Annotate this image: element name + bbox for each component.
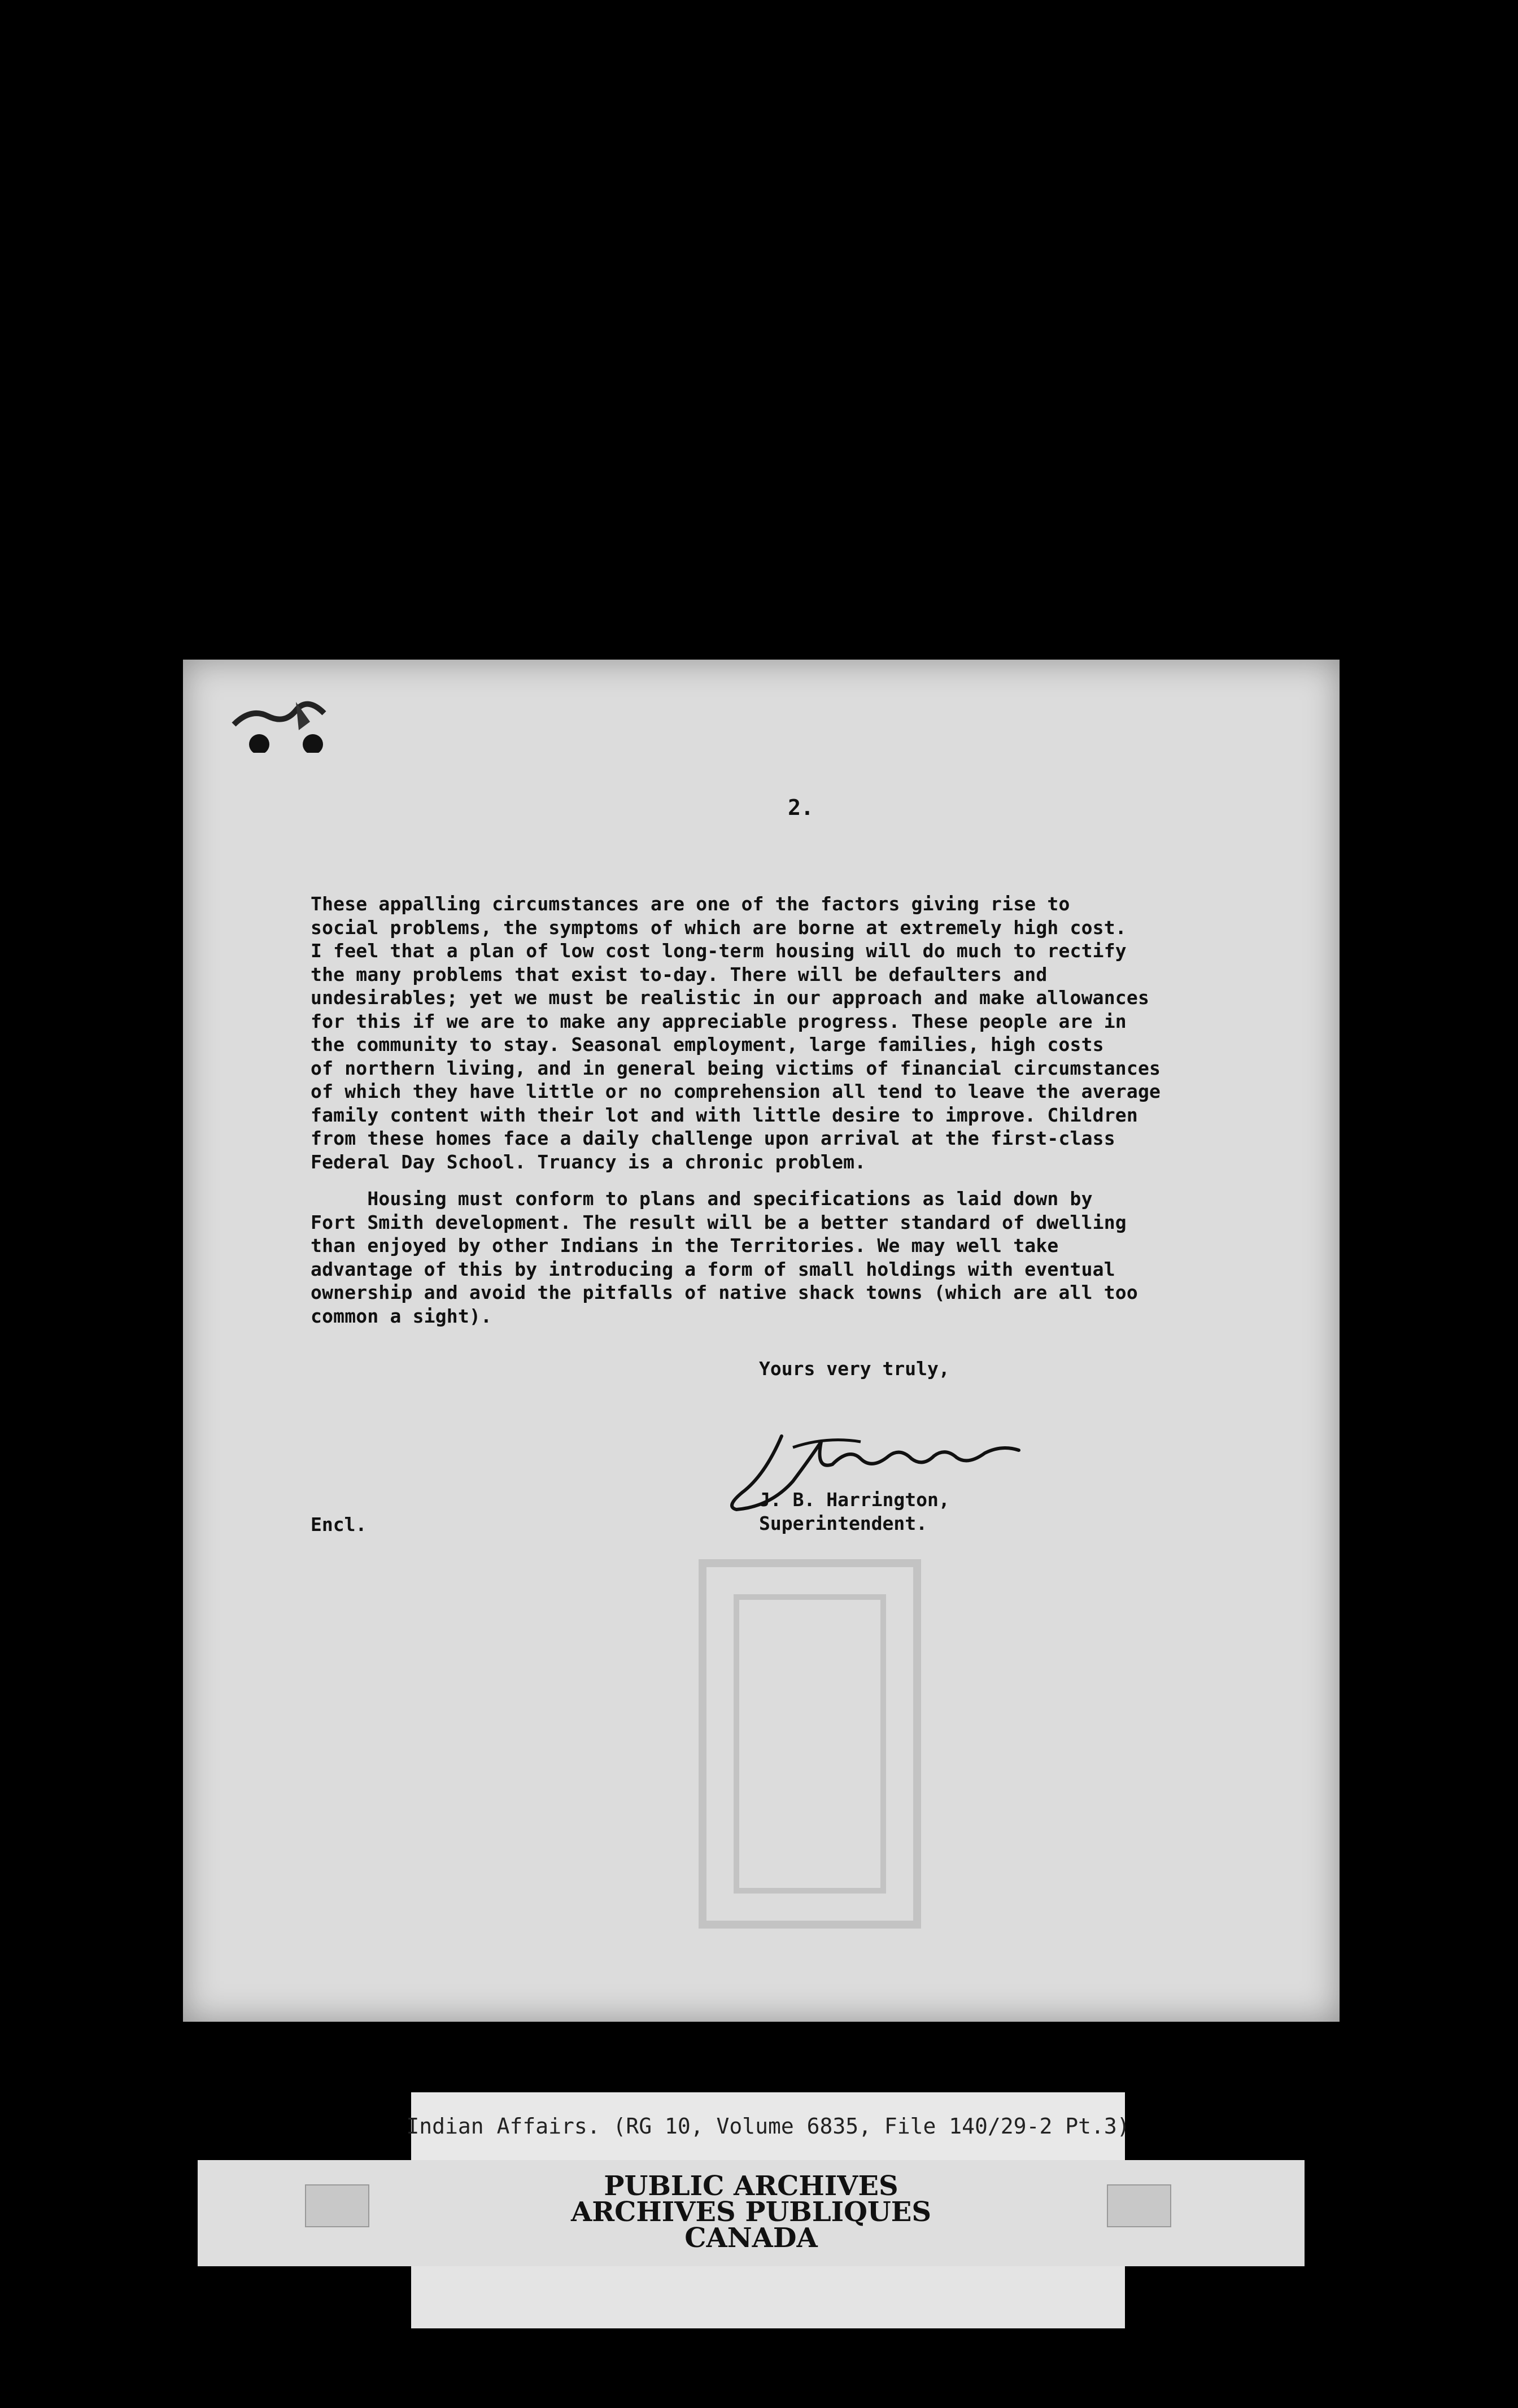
archive-file-reference: Indian Affairs. (RG 10, Volume 6835, File 140/29-2 Pt.3) bbox=[411, 2092, 1125, 2160]
text-line: advantage of this by introducing a form of small holdings with eventual bbox=[311, 1258, 1115, 1280]
archive-label-lower-strip bbox=[411, 2266, 1125, 2328]
text-line: ownership and avoid the pitfalls of native shack towns (which are all too bbox=[311, 1281, 1138, 1303]
signer-title: Superintendent. bbox=[759, 1512, 928, 1534]
text-line: of which they have little or no comprehension all tend to leave the average bbox=[311, 1080, 1161, 1102]
text-line: undesirables; yet we must be realistic in our approach and make allowances bbox=[311, 987, 1150, 1009]
letter-page bbox=[183, 660, 1340, 2022]
label-tab-left bbox=[305, 2184, 369, 2227]
text-line: for this if we are to make any appreciable progress. These people are in bbox=[311, 1010, 1127, 1032]
text-line: than enjoyed by other Indians in the Territories. We may well take bbox=[311, 1234, 1059, 1257]
letter-body bbox=[311, 892, 1237, 1328]
closing-salutation: Yours very truly, bbox=[759, 1358, 950, 1380]
text-line: of northern living, and in general being victims of financial circumstances bbox=[311, 1057, 1161, 1079]
text-line: family content with their lot and with little desire to improve. Children bbox=[311, 1103, 1138, 1126]
archive-label-line-1: PUBLIC ARCHIVES bbox=[604, 2170, 898, 2202]
text-line: common a sight). bbox=[311, 1305, 492, 1327]
enclosure-note: Encl. bbox=[311, 1513, 367, 1535]
faded-archive-stamp bbox=[680, 1541, 940, 1947]
text-line: the community to stay. Seasonal employment, large families, high costs bbox=[311, 1033, 1104, 1055]
text-line: the many problems that exist to-day. There will be defaulters and bbox=[311, 963, 1048, 985]
archive-label-line-2: ARCHIVES PUBLIQUES bbox=[571, 2196, 931, 2228]
page-number: 2. bbox=[788, 795, 814, 820]
archive-label-line-3: CANADA bbox=[684, 2222, 818, 2254]
archive-label bbox=[361, 2164, 1141, 2260]
text-line: from these homes face a daily challenge upon arrival at the first-class bbox=[311, 1127, 1115, 1149]
text-line: These appalling circumstances are one of the factors giving rise to bbox=[311, 893, 1070, 915]
paragraph-2 bbox=[311, 1187, 1237, 1328]
signer-name: J. B. Harrington, bbox=[759, 1489, 950, 1511]
text-line: I feel that a plan of low cost long-term housing will do much to rectify bbox=[311, 940, 1127, 962]
staple-hole-mark bbox=[228, 691, 352, 753]
text-line: Housing must conform to plans and specifications as laid down by bbox=[311, 1188, 1093, 1210]
text-line: social problems, the symptoms of which are borne at extremely high cost. bbox=[311, 916, 1127, 939]
paragraph-1 bbox=[311, 892, 1237, 1174]
text-line: Federal Day School. Truancy is a chronic problem. bbox=[311, 1150, 866, 1173]
text-line: Fort Smith development. The result will be a better standard of dwelling bbox=[311, 1211, 1127, 1233]
